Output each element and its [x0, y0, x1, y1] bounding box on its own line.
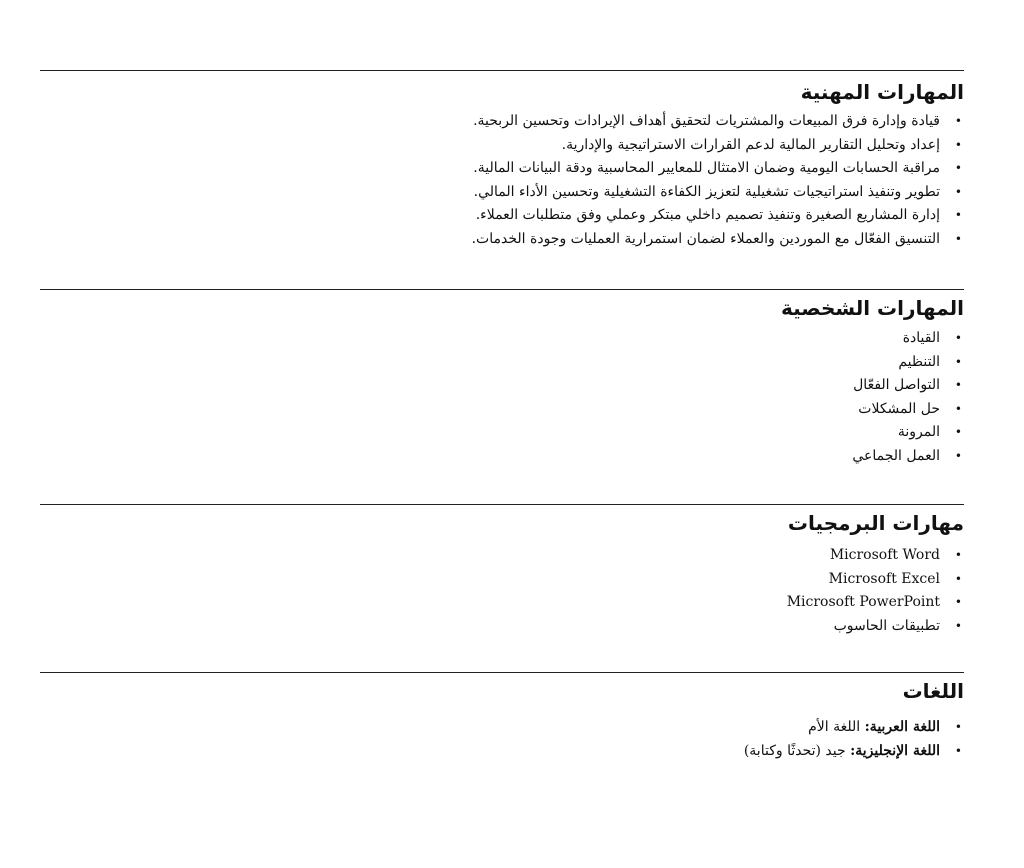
bullet-icon: •	[954, 571, 962, 586]
software-skills-section	[40, 504, 964, 638]
personal-skills-heading: المهارات الشخصية	[780, 296, 964, 320]
list-item: • تطوير وتنفيذ استراتيجيات تشغيلية لتعزيز الكفاءة التشغيلية وتحسين الأداء المالي.	[40, 181, 964, 205]
bullet-icon: •	[954, 378, 962, 392]
language-label: اللغة الإنجليزية:	[850, 742, 940, 759]
languages-list	[40, 716, 964, 763]
list-item: • Microsoft Word	[40, 544, 964, 568]
bullet-icon: •	[954, 548, 962, 562]
bullet-icon: •	[954, 354, 962, 369]
professional-skills-list	[40, 110, 964, 251]
language-level: اللغة الأم	[808, 719, 865, 735]
language-level: جيد (تحدثًا وكتابة)	[743, 742, 851, 759]
list-item: • قيادة وإدارة فرق المبيعات والمشتريات لتحقيق أهداف الإيرادات وتحسين الربحية.	[40, 110, 964, 134]
list-item: • التنسيق الفعّال مع الموردين والعملاء لضمان استمرارية العمليات وجودة الخدمات.	[40, 228, 964, 252]
bullet-icon: •	[954, 184, 962, 199]
section-divider	[40, 289, 964, 290]
list-item: • مراقبة الحسابات اليومية وضمان الامتثال للمعايير المحاسبية ودقة البيانات المالية.	[40, 157, 964, 181]
list-item: • تطبيقات الحاسوب	[40, 615, 964, 639]
bullet-icon: •	[954, 743, 962, 758]
bullet-icon: •	[954, 114, 962, 128]
list-item: • العمل الجماعي	[40, 445, 964, 469]
bullet-icon: •	[954, 595, 962, 609]
bullet-icon: •	[954, 401, 962, 416]
language-label: اللغة العربية:	[864, 719, 940, 735]
list-item: • إدارة المشاريع الصغيرة وتنفيذ تصميم داخلي مبتكر وعملي وفق متطلبات العملاء.	[40, 204, 964, 228]
list-item: • القيادة	[40, 327, 964, 351]
list-item: • حل المشكلات	[40, 398, 964, 422]
list-item: • Microsoft PowerPoint	[40, 591, 964, 615]
professional-skills-section	[40, 70, 964, 251]
list-item	[40, 716, 964, 740]
list-item: • Microsoft Excel	[40, 568, 964, 592]
section-divider	[40, 672, 964, 673]
bullet-icon: •	[954, 161, 962, 175]
bullet-icon: •	[954, 137, 962, 152]
list-item: • إعداد وتحليل التقارير المالية لدعم القرارات الاستراتيجية والإدارية.	[40, 134, 964, 158]
list-item	[40, 740, 964, 764]
bullet-icon: •	[954, 208, 962, 222]
bullet-icon: •	[954, 231, 962, 246]
section-divider	[40, 70, 964, 71]
list-item: • التواصل الفعّال	[40, 374, 964, 398]
personal-skills-section	[40, 289, 964, 468]
languages-heading: اللغات	[902, 679, 964, 703]
list-item: • المرونة	[40, 421, 964, 445]
software-skills-list	[40, 544, 964, 638]
software-skills-heading: مهارات البرمجيات	[787, 511, 964, 535]
bullet-icon: •	[954, 618, 962, 633]
list-item: • التنظيم	[40, 351, 964, 375]
section-divider	[40, 504, 964, 505]
personal-skills-list	[40, 327, 964, 468]
languages-section	[40, 672, 964, 763]
bullet-icon: •	[954, 425, 962, 439]
professional-skills-heading: المهارات المهنية	[800, 80, 964, 104]
bullet-icon: •	[954, 331, 962, 345]
bullet-icon: •	[954, 448, 962, 463]
bullet-icon: •	[954, 720, 962, 734]
